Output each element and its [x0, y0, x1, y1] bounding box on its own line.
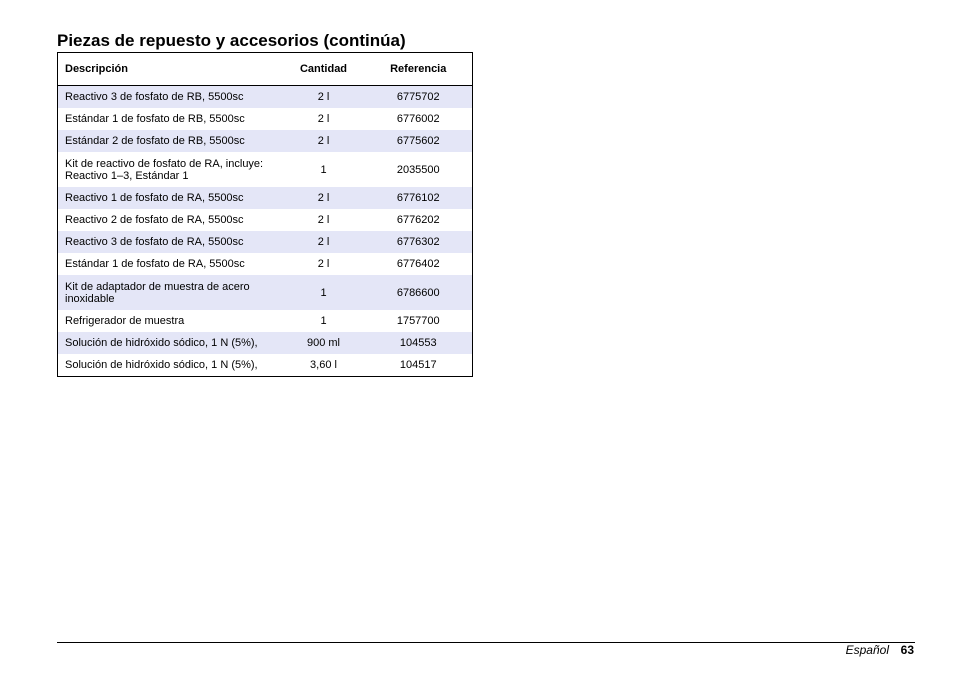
table-row — [58, 231, 473, 253]
cell-reference: 6776002 — [396, 113, 440, 125]
cell-quantity: 1 — [320, 163, 327, 176]
cell-quantity: 2 l — [283, 130, 365, 152]
cell-description: Estándar 2 de fosfato de RB, 5500sc — [58, 130, 283, 152]
cell-description: Kit de adaptador de muestra de acero inoxidable — [58, 275, 283, 310]
cell-reference: 6775602 — [365, 130, 473, 152]
table-row — [58, 275, 473, 310]
cell-quantity: 2 l — [283, 231, 365, 253]
header-description: Descripción — [58, 53, 283, 86]
table-row — [58, 108, 473, 130]
cell-description: Solución de hidróxido sódico, 1 N (5%), — [58, 332, 283, 354]
table-row — [58, 310, 473, 332]
table-row — [58, 187, 473, 209]
cell-description: Estándar 1 de fosfato de RA, 5500sc — [65, 258, 245, 270]
cell-description: Refrigerador de muestra — [65, 315, 185, 327]
cell-quantity: 2 l — [317, 113, 330, 125]
table-row — [58, 86, 473, 109]
cell-description: Kit de reactivo de fosfato de RA, incluye: Reactivo 1–3, Estándar 1 — [65, 157, 264, 182]
page-title: Piezas de repuesto y accesorios (continúa) — [57, 31, 406, 50]
footer-divider — [57, 642, 915, 643]
table-row — [58, 332, 473, 354]
cell-quantity: 1 — [320, 315, 327, 327]
header-reference: Referencia — [365, 53, 473, 86]
cell-quantity: 2 l — [317, 214, 330, 226]
header-quantity: Cantidad — [283, 53, 365, 86]
cell-quantity: 2 l — [283, 86, 365, 109]
cell-quantity: 900 ml — [283, 332, 365, 354]
cell-reference: 6776202 — [396, 214, 440, 226]
cell-description: Reactivo 2 de fosfato de RA, 5500sc — [65, 214, 244, 226]
cell-quantity: 2 l — [317, 258, 330, 270]
table-header-row — [58, 53, 473, 86]
table-row — [58, 152, 473, 187]
footer-language: Español — [845, 643, 889, 657]
table-row — [58, 209, 473, 231]
cell-reference: 6786600 — [365, 275, 473, 310]
cell-reference: 6776302 — [365, 231, 473, 253]
footer-page-number: 63 — [900, 643, 914, 657]
cell-reference: 1757700 — [396, 315, 440, 327]
cell-reference: 6776402 — [396, 258, 440, 270]
cell-description: Reactivo 3 de fosfato de RB, 5500sc — [58, 86, 283, 109]
cell-quantity: 3,60 l — [310, 359, 337, 371]
cell-description: Reactivo 3 de fosfato de RA, 5500sc — [58, 231, 283, 253]
parts-table — [57, 52, 473, 377]
cell-description: Estándar 1 de fosfato de RB, 5500sc — [65, 113, 245, 125]
cell-reference: 6776102 — [365, 187, 473, 209]
cell-description: Reactivo 1 de fosfato de RA, 5500sc — [58, 187, 283, 209]
table-row — [58, 354, 473, 377]
cell-quantity: 1 — [283, 275, 365, 310]
cell-reference: 104517 — [399, 359, 437, 371]
cell-reference: 6775702 — [365, 86, 473, 109]
table-row — [58, 130, 473, 152]
cell-reference: 104553 — [365, 332, 473, 354]
cell-reference: 2035500 — [396, 163, 440, 176]
cell-description: Solución de hidróxido sódico, 1 N (5%), — [65, 359, 258, 371]
table-row — [58, 253, 473, 275]
cell-quantity: 2 l — [283, 187, 365, 209]
